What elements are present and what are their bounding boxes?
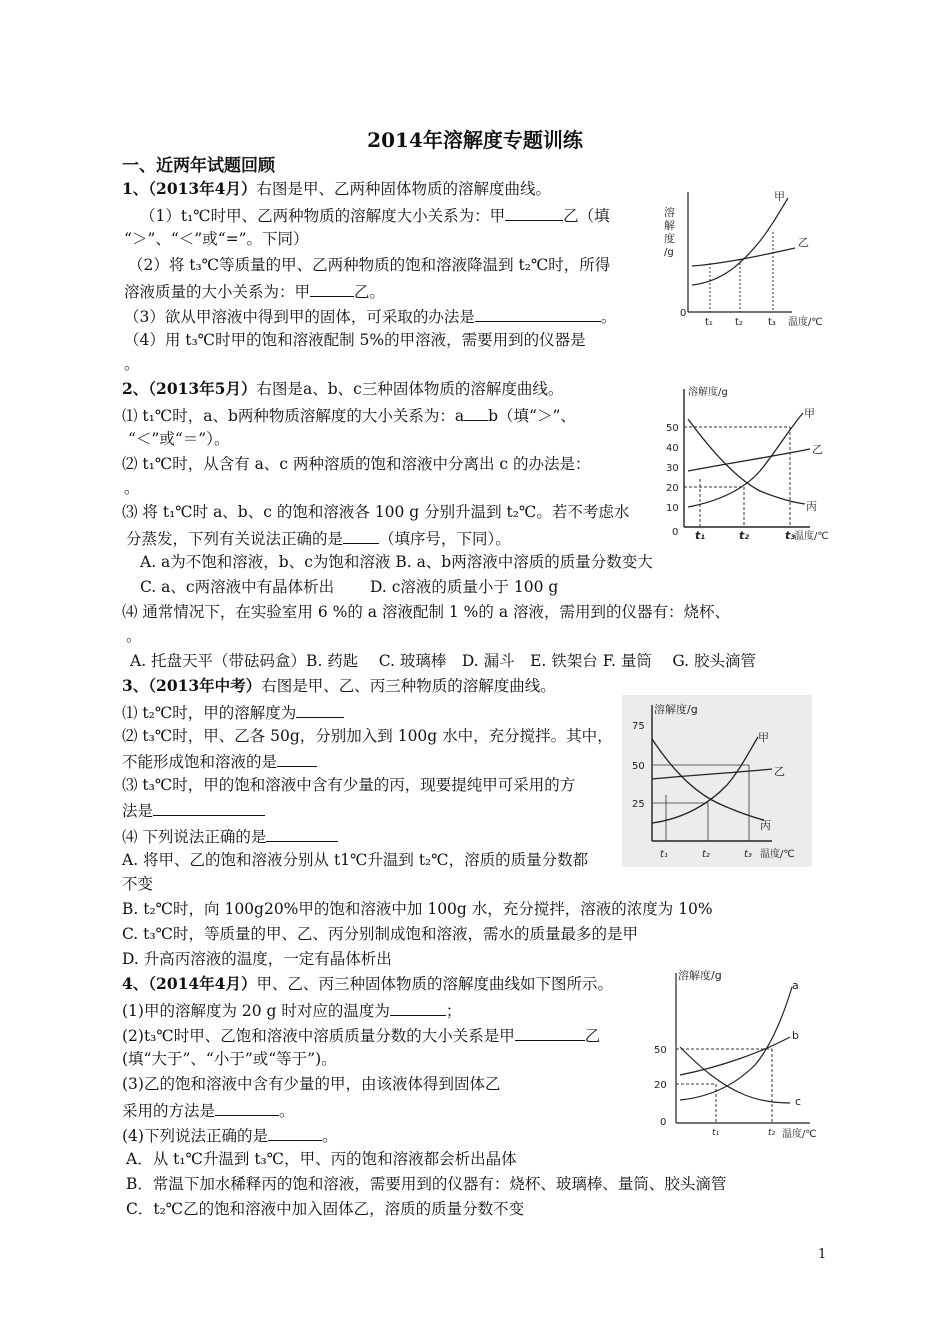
q4-part1: (1)甲的溶解度为 20 g 时对应的温度为 ； (122, 1002, 462, 1020)
y-tick-label: 10 (666, 503, 679, 514)
q2-blank-1[interactable] (464, 405, 488, 421)
q4-heading: 4、（2014年4月）甲、乙、丙三种固体物质的溶解度曲线如下图所示。 (122, 974, 613, 993)
series-a-curve (680, 987, 792, 1100)
q3-part2-cont: 不能形成饱和溶液的是 (122, 751, 317, 771)
chart-q4-solubility (650, 965, 850, 1147)
y-tick-label: 50 (666, 423, 679, 434)
q1-part2: （2）将 t₃℃等质量的甲、乙两种物质的饱和溶液降温到 t₂℃时，所得 (128, 256, 611, 274)
q4-part3: (3)乙的饱和溶液中含有少量的甲，由该液体得到固体乙 (122, 1075, 501, 1093)
series-bing-curve (688, 419, 805, 504)
series-yi-curve (652, 769, 772, 779)
q4-option-b: B．常温下加水稀释丙的饱和溶液，需要用到的仪器有：烧杯、玻璃棒、量筒、胶头滴管 (126, 1175, 727, 1193)
y-label-char: 溶 (664, 206, 675, 219)
series-b-label: b (792, 1029, 799, 1042)
series-yi-label: 乙 (812, 443, 823, 456)
q4-blank-4[interactable] (268, 1125, 322, 1141)
x-axis-label: 温度/℃ (794, 531, 829, 542)
q3-option-a-cont: 不变 (122, 875, 154, 893)
q3-blank-2[interactable] (277, 751, 317, 767)
y-axis-label: 溶解度/g (678, 969, 722, 982)
origin-label: 0 (672, 527, 679, 538)
q3-part3: ⑶ t₃℃时，甲的饱和溶液中含有少量的丙，现要提纯甲可采用的方 (122, 776, 576, 794)
q2-option-ab: A. a为不饱和溶液，b、c为饱和溶液 B. a、b两溶液中溶质的质量分数变大 (140, 553, 653, 571)
q1-blank-3[interactable] (475, 306, 601, 322)
q3-part1: ⑴ t₂℃时，甲的溶解度为 (122, 702, 344, 722)
q4-part3-cont: 采用的方法是 。 (122, 1102, 295, 1120)
y-tick-label: 50 (654, 1045, 667, 1056)
series-bing-label: 丙 (760, 819, 771, 832)
x-tick-label: t₃ (785, 529, 796, 542)
q3-heading: 3、（2013年中考）右图是甲、乙、丙三种物质的溶解度曲线。 (122, 676, 556, 695)
q1-part4-end: 。 (124, 355, 140, 373)
q4-option-a: A．从 t₁℃升温到 t₃℃，甲、丙的饱和溶液都会析出晶体 (126, 1150, 517, 1168)
q3-part2: ⑵ t₃℃时，甲、乙各 50g，分别加入到 100g 水中，充分搅拌。其中， (122, 727, 613, 745)
y-tick-label: 75 (632, 721, 645, 732)
series-yi-curve (692, 248, 795, 266)
q3-blank-3[interactable] (153, 800, 265, 816)
q3-option-d: D. 升高丙溶液的温度，一定有晶体析出 (122, 950, 392, 968)
q2-part1-note: “＜”或“＝”）。 (128, 430, 230, 448)
q1-blank-1[interactable] (505, 205, 563, 221)
x-tick-label: t₃ (744, 849, 752, 860)
x-tick-label: t₁ (695, 529, 706, 542)
series-yi-label: 乙 (774, 765, 785, 778)
x-axis-label: 温度/℃ (760, 849, 795, 860)
series-c-label: c (795, 1095, 802, 1108)
series-jia-label: 甲 (774, 190, 785, 203)
y-tick-label: 20 (666, 483, 679, 494)
section-heading: 一、近两年试题回顾 (122, 156, 275, 176)
q1-part4: （4）用 t₃℃时甲的饱和溶液配制 5%的甲溶液，需要用到的仪器是 (124, 331, 586, 349)
q2-blank-3[interactable] (343, 528, 379, 544)
series-jia-label: 甲 (758, 731, 769, 744)
q4-blank-2[interactable] (515, 1025, 585, 1041)
q4-part4: (4)下列说法正确的是 。 (122, 1127, 338, 1145)
x-tick-label: t₃ (768, 317, 776, 328)
q4-blank-1[interactable] (390, 1000, 446, 1016)
q3-option-c: C. t₃℃时，等质量的甲、乙、丙分别制成饱和溶液，需水的质量最多的是甲 (122, 925, 638, 943)
y-tick-label: 50 (632, 761, 645, 772)
x-tick-label: t₁ (705, 317, 713, 328)
series-yi-label: 乙 (798, 236, 809, 249)
q2-option-cd: C. a、c两溶液中有晶体析出 D. c溶液的质量小于 100 g (140, 578, 559, 596)
q1-part1-note: “＞”、“＜”或“=”。下同） (124, 230, 309, 248)
y-tick-label: 40 (666, 443, 679, 454)
y-label-char: /g (664, 247, 674, 258)
x-axis-label: 温度/℃ (782, 1129, 817, 1140)
q3-part3-cont: 法是 (122, 800, 265, 820)
origin-label: 0 (660, 1117, 667, 1128)
origin-label: 0 (680, 308, 687, 319)
x-tick-label: t₁ (712, 1128, 720, 1138)
q3-blank-4[interactable] (266, 826, 338, 842)
x-tick-label: t₂ (768, 1128, 776, 1138)
x-tick-label: t₂ (739, 529, 750, 542)
x-axis-label: 温度/℃ (788, 317, 823, 328)
series-yi-curve (688, 449, 810, 471)
q2-part2: ⑵ t₁℃时，从含有 a、c 两种溶质的饱和溶液中分离出 c 的办法是： (122, 455, 591, 473)
y-label-char: 度 (664, 232, 675, 245)
series-jia-curve (652, 737, 758, 823)
q3-option-a: A. 将甲、乙的饱和溶液分别从 t1℃升温到 t₂℃，溶质的质量分数都 (122, 851, 589, 869)
y-axis-label (664, 205, 675, 258)
q4-blank-3[interactable] (215, 1100, 279, 1116)
x-tick-label: t₂ (702, 849, 710, 860)
q3-blank-1[interactable] (296, 702, 344, 718)
x-tick-label: t₂ (735, 317, 743, 328)
series-a-label: a (792, 979, 799, 992)
q1-part2-cont: 溶液质量的大小关系为：甲 乙。 (124, 283, 386, 301)
page-title: 2014年溶解度专题训练 (367, 128, 583, 152)
q2-part1: ⑴ t₁℃时，a、b两种物质溶解度的大小关系为：a b（填“＞”、 (122, 407, 576, 425)
q1-blank-2[interactable] (310, 281, 354, 297)
q1-part3: （3）欲从甲溶液中得到甲的固体，可采取的办法是 。 (124, 308, 617, 326)
q2-part4: ⑷ 通常情况下，在实验室用 6 %的 a 溶液配制 1 %的 a 溶液，需用到的仪器有：烧杯、 (122, 603, 731, 621)
series-jia-label: 甲 (804, 407, 815, 420)
q2-part3-cont: 分蒸发，下列有关说法正确的是 （填序号，下同）。 (126, 530, 511, 548)
q1-part1: （1）t₁℃时甲、乙两种物质的溶解度大小关系为：甲 乙（填 (140, 207, 610, 225)
q4-part2: (2)t₃℃时甲、乙饱和溶液中溶质质量分数的大小关系是甲 乙 (122, 1027, 601, 1045)
chart-q3-solubility (622, 695, 812, 867)
x-tick-label: t₁ (660, 849, 668, 860)
q2-part4-options: A. 托盘天平（带砝码盒）B. 药匙 C. 玻璃棒 D. 漏斗 E. 铁架台 F. 量筒 G. 胶头滴管 (130, 652, 757, 670)
chart-q1-solubility (660, 186, 840, 334)
q3-part4: ⑷ 下列说法正确的是 (122, 826, 338, 846)
y-tick-label: 25 (632, 799, 645, 810)
series-c-curve (680, 1047, 790, 1103)
q2-heading: 2、（2013年5月）右图是a、b、c三种固体物质的溶解度曲线。 (122, 379, 564, 398)
y-tick-label: 20 (654, 1080, 667, 1091)
chart-q2-solubility (660, 383, 860, 545)
y-tick-label: 30 (666, 463, 679, 474)
series-b-curve (680, 1037, 790, 1075)
q1-heading: 1、（2013年4月）右图是甲、乙两种固体物质的溶解度曲线。 (122, 179, 551, 198)
q3-option-b: B. t₂℃时，向 100g20%甲的饱和溶液中加 100g 水，充分搅拌，溶液的浓度为 10% (122, 900, 713, 918)
q4-part2-note: (填“大于”、“小于”或“等于”)。 (122, 1050, 337, 1068)
q2-part3: ⑶ 将 t₁℃时 a、b、c 的饱和溶液各 100 g 分别升温到 t₂℃。若不考虑水 (122, 503, 630, 521)
q2-part4-end: 。 (126, 627, 142, 645)
series-bing-label: 丙 (806, 500, 817, 513)
q2-part2-end: 。 (124, 479, 140, 497)
y-label-char: 解 (664, 219, 675, 232)
y-axis-label: 溶解度/g (688, 387, 728, 398)
q4-option-c: C．t₂℃乙的饱和溶液中加入固体乙，溶质的质量分数不变 (126, 1200, 525, 1218)
y-axis-label: 溶解度/g (654, 703, 698, 716)
page-number: 1 (818, 1247, 827, 1262)
